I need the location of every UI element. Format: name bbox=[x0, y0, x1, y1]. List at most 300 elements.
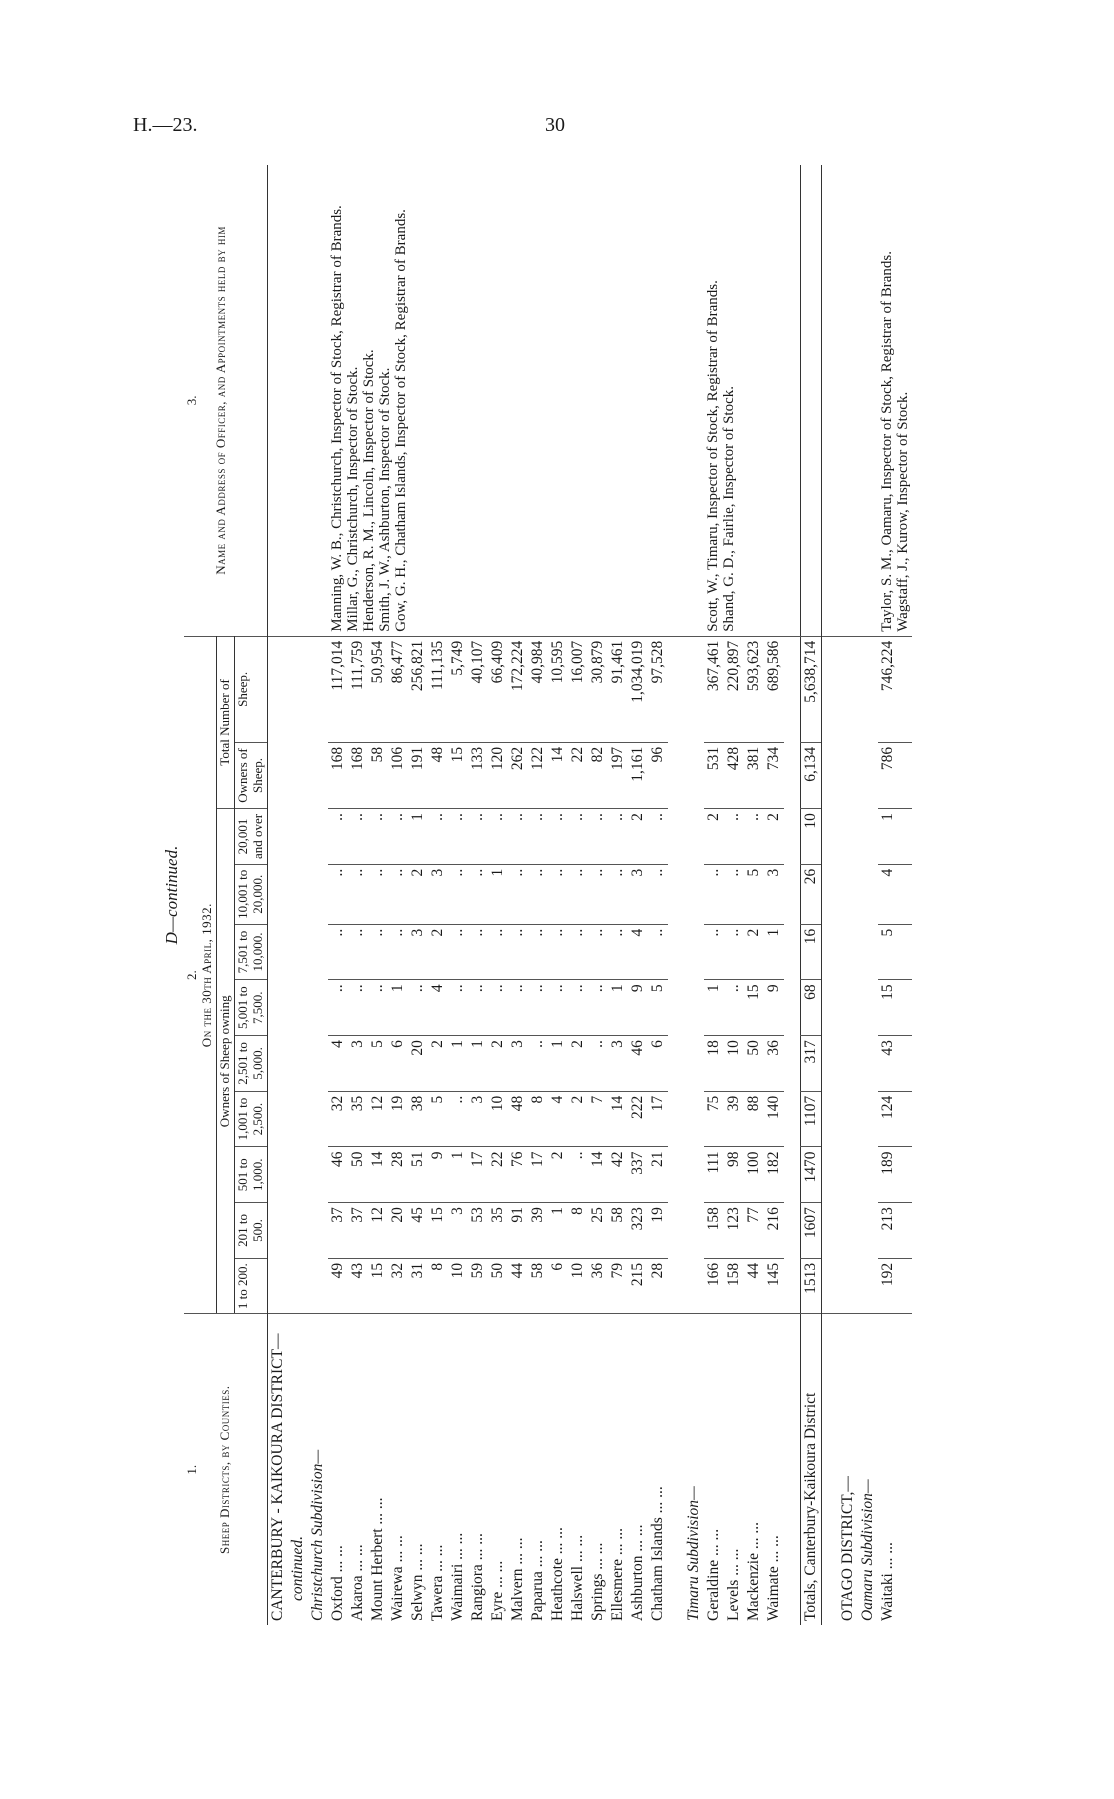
cell-value: 182 bbox=[764, 1147, 784, 1203]
range-header: 5,001 to 7,500. bbox=[234, 980, 267, 1036]
cell-value: 7 bbox=[588, 1091, 608, 1147]
sheep-header: Sheep. bbox=[234, 636, 267, 742]
cell-value: 2 bbox=[704, 809, 724, 865]
cell-value: 111,759 bbox=[348, 636, 368, 742]
cell-value: 14 bbox=[608, 1091, 628, 1147]
table-row bbox=[328, 165, 348, 1625]
cell-value: 593,623 bbox=[744, 636, 764, 742]
cell-value: 2 bbox=[568, 1091, 588, 1147]
sheep-owners-table bbox=[184, 165, 912, 1625]
total-value: 10 bbox=[800, 809, 821, 865]
cell-value: 428 bbox=[724, 742, 744, 808]
heading-row bbox=[858, 165, 878, 1625]
cell-value: 6 bbox=[648, 1036, 668, 1092]
cell-value: 191 bbox=[408, 742, 428, 808]
cell-value: 9 bbox=[628, 980, 648, 1036]
cell-value: 14 bbox=[588, 1147, 608, 1203]
district-heading: OTAGO DISTRICT,— bbox=[838, 1314, 858, 1625]
county-name: Levels ... ... bbox=[724, 1314, 744, 1625]
cell-value: 28 bbox=[648, 1258, 668, 1314]
cell-value: 76 bbox=[508, 1147, 528, 1203]
cell-value: .. bbox=[608, 924, 628, 980]
cell-value: 50 bbox=[348, 1147, 368, 1203]
total-value: 1470 bbox=[800, 1147, 821, 1203]
county-name: Waimairi ... ... bbox=[448, 1314, 468, 1625]
cell-value: .. bbox=[588, 1036, 608, 1092]
cell-value: .. bbox=[468, 924, 488, 980]
cell-value: .. bbox=[488, 980, 508, 1036]
cell-value: 2 bbox=[764, 809, 784, 865]
cell-value: 40,107 bbox=[468, 636, 488, 742]
range-header: 10,001 to 20,000. bbox=[234, 864, 267, 924]
county-name: Malvern ... ... bbox=[508, 1314, 528, 1625]
cell-value: 77 bbox=[744, 1203, 764, 1259]
blank-cell bbox=[821, 1314, 838, 1625]
cell-value: .. bbox=[568, 864, 588, 924]
cell-value: 42 bbox=[608, 1147, 628, 1203]
owners-of-sheep-header: Owners of Sheep. bbox=[234, 742, 267, 808]
county-name: Wairewa ... ... bbox=[388, 1314, 408, 1625]
col3-number: 3. bbox=[184, 395, 199, 406]
cell-value: 158 bbox=[704, 1203, 724, 1259]
cell-value: 10 bbox=[568, 1258, 588, 1314]
cell-value: 166 bbox=[704, 1258, 724, 1314]
county-name: Oxford ... ... bbox=[328, 1314, 348, 1625]
blank-cell bbox=[858, 636, 878, 1314]
cell-value: .. bbox=[588, 864, 608, 924]
cell-value: 28 bbox=[388, 1147, 408, 1203]
cell-value: 5 bbox=[428, 1091, 448, 1147]
table-row bbox=[878, 165, 912, 1625]
cell-value: 3 bbox=[764, 864, 784, 924]
blank-cell bbox=[668, 636, 684, 1314]
cell-value: .. bbox=[724, 924, 744, 980]
cell-value: .. bbox=[348, 980, 368, 1036]
cell-value: 111,135 bbox=[428, 636, 448, 742]
officer-entry: Smith, J. W., Ashburton, Inspector of Stock. bbox=[377, 367, 394, 632]
cell-value: 145 bbox=[764, 1258, 784, 1314]
cell-value: 4 bbox=[548, 1091, 568, 1147]
col1-number: 1. bbox=[184, 1464, 199, 1475]
cell-value: 35 bbox=[488, 1203, 508, 1259]
range-header: 2,501 to 5,000. bbox=[234, 1036, 267, 1092]
total-value: 6,134 bbox=[800, 742, 821, 808]
cell-value: .. bbox=[528, 980, 548, 1036]
cell-value: 50 bbox=[744, 1036, 764, 1092]
cell-value: 120 bbox=[488, 742, 508, 808]
totals-row bbox=[800, 165, 821, 1625]
cell-value: 44 bbox=[508, 1258, 528, 1314]
cell-value: 3 bbox=[468, 1091, 488, 1147]
cell-value: .. bbox=[724, 864, 744, 924]
subdivision-heading: Oamaru Subdivision— bbox=[858, 1314, 878, 1625]
officer-entry: Manning, W. B., Christchurch, Inspector of Stock, Registrar of Brands. bbox=[328, 205, 345, 632]
total-value: 5,638,714 bbox=[800, 636, 821, 742]
county-name: Waitaki ... ... bbox=[878, 1314, 912, 1625]
cell-value: 8 bbox=[528, 1091, 548, 1147]
cell-value: 222 bbox=[628, 1091, 648, 1147]
cell-value: 215 bbox=[628, 1258, 648, 1314]
officer-entry: Henderson, R. M., Lincoln, Inspector of Stock. bbox=[361, 349, 378, 632]
cell-value: 1,034,019 bbox=[628, 636, 648, 742]
cell-value: .. bbox=[704, 924, 724, 980]
cell-value: 51 bbox=[408, 1147, 428, 1203]
cell-value: 25 bbox=[588, 1203, 608, 1259]
cell-value: .. bbox=[388, 809, 408, 865]
cell-value: 17 bbox=[528, 1147, 548, 1203]
officer-entry: Taylor, S. M., Oamaru, Inspector of Stock, Registrar of Brands. bbox=[878, 251, 895, 632]
cell-value: 2 bbox=[428, 1036, 448, 1092]
cell-value: 39 bbox=[528, 1203, 548, 1259]
county-name: Ashburton ... ... bbox=[628, 1314, 648, 1625]
cell-value: 12 bbox=[368, 1091, 388, 1147]
blank-cell bbox=[800, 165, 821, 636]
col2-title: On the 30th April, 1932. bbox=[198, 903, 214, 1048]
cell-value: 100 bbox=[744, 1147, 764, 1203]
cell-value: 14 bbox=[368, 1147, 388, 1203]
cell-value: 96 bbox=[648, 742, 668, 808]
blank-cell bbox=[838, 636, 858, 1314]
cell-value: 48 bbox=[428, 742, 448, 808]
cell-value: .. bbox=[568, 809, 588, 865]
blank-cell bbox=[668, 1314, 684, 1625]
officer-entry: Wagstaff, J., Kurow, Inspector of Stock. bbox=[894, 391, 911, 632]
cell-value: 4 bbox=[878, 864, 912, 924]
cell-value: 1 bbox=[548, 1203, 568, 1259]
cell-value: 168 bbox=[348, 742, 368, 808]
cell-value: .. bbox=[448, 864, 468, 924]
cell-value: .. bbox=[508, 809, 528, 865]
cell-value: 32 bbox=[388, 1258, 408, 1314]
blank-cell bbox=[668, 165, 684, 636]
cell-value: .. bbox=[468, 809, 488, 865]
cell-value: .. bbox=[548, 924, 568, 980]
cell-value: 140 bbox=[764, 1091, 784, 1147]
cell-value: .. bbox=[568, 1147, 588, 1203]
cell-value: 3 bbox=[428, 864, 448, 924]
cell-value: 19 bbox=[648, 1203, 668, 1259]
cell-value: 216 bbox=[764, 1203, 784, 1259]
cell-value: .. bbox=[368, 809, 388, 865]
cell-value: .. bbox=[648, 809, 668, 865]
cell-value: 124 bbox=[878, 1091, 912, 1147]
cell-value: .. bbox=[588, 980, 608, 1036]
cell-value: 192 bbox=[878, 1258, 912, 1314]
cell-value: .. bbox=[468, 980, 488, 1036]
cell-value: 15 bbox=[878, 980, 912, 1036]
cell-value: 106 bbox=[388, 742, 408, 808]
blank-cell bbox=[784, 165, 801, 636]
cell-value: 39 bbox=[724, 1091, 744, 1147]
county-name: Ellesmere ... ... bbox=[608, 1314, 628, 1625]
total-value: 26 bbox=[800, 864, 821, 924]
cell-value: 58 bbox=[608, 1203, 628, 1259]
cell-value: .. bbox=[448, 980, 468, 1036]
cell-value: .. bbox=[648, 924, 668, 980]
cell-value: 1 bbox=[764, 924, 784, 980]
cell-value: 10,595 bbox=[548, 636, 568, 742]
rotated-table-block bbox=[160, 165, 950, 1625]
cell-value: 172,224 bbox=[508, 636, 528, 742]
cell-value: 4 bbox=[628, 924, 648, 980]
cell-value: 1 bbox=[448, 1147, 468, 1203]
cell-value: 58 bbox=[528, 1258, 548, 1314]
cell-value: 4 bbox=[428, 980, 448, 1036]
cell-value: .. bbox=[488, 809, 508, 865]
cell-value: 5 bbox=[744, 864, 764, 924]
cell-value: 50,954 bbox=[368, 636, 388, 742]
subdivision-heading: Christchurch Subdivision— bbox=[308, 1314, 328, 1625]
cell-value: 256,821 bbox=[408, 636, 428, 742]
cell-value: .. bbox=[744, 809, 764, 865]
county-name: Chatham Islands ... ... bbox=[648, 1314, 668, 1625]
cell-value: 5 bbox=[878, 924, 912, 980]
cell-value: 50 bbox=[488, 1258, 508, 1314]
cell-value: .. bbox=[508, 864, 528, 924]
cell-value: 66,409 bbox=[488, 636, 508, 742]
spacer-row bbox=[668, 165, 684, 1625]
cell-value: .. bbox=[588, 924, 608, 980]
county-name: Halswell ... ... bbox=[568, 1314, 588, 1625]
blank-cell bbox=[821, 636, 838, 1314]
cell-value: .. bbox=[508, 924, 528, 980]
district-continued: continued. bbox=[288, 1314, 308, 1625]
cell-value: 49 bbox=[328, 1258, 348, 1314]
cell-value: 689,586 bbox=[764, 636, 784, 742]
cell-value: 32 bbox=[328, 1091, 348, 1147]
cell-value: .. bbox=[648, 864, 668, 924]
cell-value: 1 bbox=[608, 980, 628, 1036]
table-body bbox=[267, 165, 912, 1625]
county-name: Eyre ... ... bbox=[488, 1314, 508, 1625]
cell-value: 20 bbox=[408, 1036, 428, 1092]
total-value: 16 bbox=[800, 924, 821, 980]
cell-value: .. bbox=[528, 809, 548, 865]
cell-value: .. bbox=[428, 809, 448, 865]
officer-list bbox=[704, 165, 784, 636]
cell-value: 2 bbox=[428, 924, 448, 980]
cell-value: 17 bbox=[468, 1147, 488, 1203]
officer-entry: Scott, W., Timaru, Inspector of Stock, Registrar of Brands. bbox=[704, 280, 721, 632]
cell-value: 381 bbox=[744, 742, 764, 808]
cell-value: 3 bbox=[608, 1036, 628, 1092]
cell-value: 4 bbox=[328, 1036, 348, 1092]
cell-value: 46 bbox=[328, 1147, 348, 1203]
cell-value: .. bbox=[724, 809, 744, 865]
cell-value: 45 bbox=[408, 1203, 428, 1259]
county-name: Waimate ... ... bbox=[764, 1314, 784, 1625]
cell-value: 21 bbox=[648, 1147, 668, 1203]
total-group-header: Total Number of bbox=[216, 636, 234, 808]
range-header: 7,501 to 10,000. bbox=[234, 924, 267, 980]
cell-value: 1 bbox=[408, 809, 428, 865]
cell-value: 38 bbox=[408, 1091, 428, 1147]
cell-value: 1 bbox=[388, 980, 408, 1036]
cell-value: .. bbox=[328, 809, 348, 865]
cell-value: 10 bbox=[488, 1091, 508, 1147]
cell-value: 37 bbox=[328, 1203, 348, 1259]
county-name: Springs ... ... bbox=[588, 1314, 608, 1625]
total-value: 1607 bbox=[800, 1203, 821, 1259]
cell-value: .. bbox=[328, 924, 348, 980]
cell-value: 734 bbox=[764, 742, 784, 808]
cell-value: 43 bbox=[348, 1258, 368, 1314]
cell-value: 10 bbox=[448, 1258, 468, 1314]
cell-value: 213 bbox=[878, 1203, 912, 1259]
cell-value: 20 bbox=[388, 1203, 408, 1259]
county-name: Geraldine ... ... bbox=[704, 1314, 724, 1625]
cell-value: .. bbox=[568, 924, 588, 980]
officer-entry: Shand, G. D., Fairlie, Inspector of Stock. bbox=[720, 386, 737, 632]
cell-value: 16,007 bbox=[568, 636, 588, 742]
cell-value: 1 bbox=[448, 1036, 468, 1092]
cell-value: 1 bbox=[878, 809, 912, 865]
cell-value: 367,461 bbox=[704, 636, 724, 742]
cell-value: 48 bbox=[508, 1091, 528, 1147]
blank-cell bbox=[784, 1314, 801, 1625]
county-name: Akaroa ... ... bbox=[348, 1314, 368, 1625]
cell-value: .. bbox=[368, 924, 388, 980]
cell-value: .. bbox=[448, 1091, 468, 1147]
cell-value: 2 bbox=[568, 1036, 588, 1092]
total-value: 68 bbox=[800, 980, 821, 1036]
cell-value: 117,014 bbox=[328, 636, 348, 742]
cell-value: .. bbox=[724, 980, 744, 1036]
cell-value: .. bbox=[508, 980, 528, 1036]
col1-title: Sheep Districts, by Counties. bbox=[216, 1385, 232, 1555]
total-value: 1107 bbox=[800, 1091, 821, 1147]
county-name: Paparua ... ... bbox=[528, 1314, 548, 1625]
cell-value: 46 bbox=[628, 1036, 648, 1092]
cell-value: 15 bbox=[744, 980, 764, 1036]
cell-value: 40,984 bbox=[528, 636, 548, 742]
cell-value: 86,477 bbox=[388, 636, 408, 742]
table-row bbox=[704, 165, 724, 1625]
blank-cell bbox=[684, 165, 704, 636]
cell-value: .. bbox=[548, 980, 568, 1036]
blank-cell bbox=[784, 636, 801, 1314]
cell-value: 5,749 bbox=[448, 636, 468, 742]
cell-value: 31 bbox=[408, 1258, 428, 1314]
cell-value: .. bbox=[348, 864, 368, 924]
cell-value: .. bbox=[328, 864, 348, 924]
cell-value: 36 bbox=[764, 1036, 784, 1092]
district-heading: CANTERBURY - KAIKOURA DISTRICT— bbox=[267, 1314, 288, 1625]
cell-value: 9 bbox=[428, 1147, 448, 1203]
cell-value: 9 bbox=[764, 980, 784, 1036]
cell-value: 15 bbox=[448, 742, 468, 808]
cell-value: .. bbox=[548, 864, 568, 924]
cell-value: 3 bbox=[628, 864, 648, 924]
spacer-row bbox=[784, 165, 801, 1625]
cell-value: 1,161 bbox=[628, 742, 648, 808]
cell-value: 262 bbox=[508, 742, 528, 808]
cell-value: .. bbox=[548, 809, 568, 865]
officer-list bbox=[328, 165, 668, 636]
cell-value: 1 bbox=[548, 1036, 568, 1092]
range-header: 1,001 to 2,500. bbox=[234, 1091, 267, 1147]
cell-value: 97,528 bbox=[648, 636, 668, 742]
officer-entry: Millar, G., Christchurch, Inspector of Stock. bbox=[344, 366, 361, 632]
col2-header bbox=[184, 636, 216, 1314]
county-name: Selwyn ... ... bbox=[408, 1314, 428, 1625]
cell-value: .. bbox=[348, 809, 368, 865]
cell-value: 44 bbox=[744, 1258, 764, 1314]
cell-value: 37 bbox=[348, 1203, 368, 1259]
cell-value: 3 bbox=[508, 1036, 528, 1092]
cell-value: .. bbox=[368, 864, 388, 924]
owners-group-header: Owners of Sheep owning bbox=[216, 809, 234, 1314]
officer-list bbox=[878, 165, 912, 636]
cell-value: .. bbox=[368, 980, 388, 1036]
cell-value: 18 bbox=[704, 1036, 724, 1092]
cell-value: .. bbox=[408, 980, 428, 1036]
cell-value: 19 bbox=[388, 1091, 408, 1147]
cell-value: 5 bbox=[648, 980, 668, 1036]
range-header: 501 to 1,000. bbox=[234, 1147, 267, 1203]
cell-value: 189 bbox=[878, 1147, 912, 1203]
cell-value: 2 bbox=[628, 809, 648, 865]
cell-value: 2 bbox=[548, 1147, 568, 1203]
cell-value: 22 bbox=[488, 1147, 508, 1203]
county-name: Rangiora ... ... bbox=[468, 1314, 488, 1625]
cell-value: 43 bbox=[878, 1036, 912, 1092]
cell-value: .. bbox=[704, 864, 724, 924]
cell-value: 88 bbox=[744, 1091, 764, 1147]
cell-value: 58 bbox=[368, 742, 388, 808]
cell-value: 82 bbox=[588, 742, 608, 808]
cell-value: 122 bbox=[528, 742, 548, 808]
col3-title: Name and Address of Officer, and Appointments held by him bbox=[212, 226, 228, 575]
cell-value: 158 bbox=[724, 1258, 744, 1314]
cell-value: 168 bbox=[328, 742, 348, 808]
total-value: 1513 bbox=[800, 1258, 821, 1314]
cell-value: .. bbox=[328, 980, 348, 1036]
col1-header bbox=[184, 1314, 267, 1625]
cell-value: 14 bbox=[548, 742, 568, 808]
cell-value: .. bbox=[568, 980, 588, 1036]
blank-cell bbox=[838, 165, 858, 636]
cell-value: 3 bbox=[448, 1203, 468, 1259]
cell-value: 30,879 bbox=[588, 636, 608, 742]
cell-value: 786 bbox=[878, 742, 912, 808]
cell-value: 746,224 bbox=[878, 636, 912, 742]
cell-value: 15 bbox=[428, 1203, 448, 1259]
cell-value: 531 bbox=[704, 742, 724, 808]
cell-value: .. bbox=[608, 864, 628, 924]
cell-value: 79 bbox=[608, 1258, 628, 1314]
page-number: 30 bbox=[545, 114, 565, 136]
cell-value: 6 bbox=[548, 1258, 568, 1314]
cell-value: .. bbox=[608, 809, 628, 865]
cell-value: .. bbox=[388, 864, 408, 924]
cell-value: .. bbox=[448, 809, 468, 865]
col2-number: 2. bbox=[184, 970, 199, 981]
cell-value: 3 bbox=[348, 1036, 368, 1092]
cell-value: 6 bbox=[388, 1036, 408, 1092]
table-caption: D—continued. bbox=[162, 845, 181, 945]
county-name: Tawera ... ... bbox=[428, 1314, 448, 1625]
cell-value: 10 bbox=[724, 1036, 744, 1092]
cell-value: 1 bbox=[468, 1036, 488, 1092]
blank-cell bbox=[821, 165, 838, 636]
heading-row bbox=[838, 165, 858, 1625]
cell-value: 5 bbox=[368, 1036, 388, 1092]
cell-value: 8 bbox=[568, 1203, 588, 1259]
cell-value: .. bbox=[528, 864, 548, 924]
range-header: 20,001 and over bbox=[234, 809, 267, 865]
cell-value: 3 bbox=[408, 924, 428, 980]
